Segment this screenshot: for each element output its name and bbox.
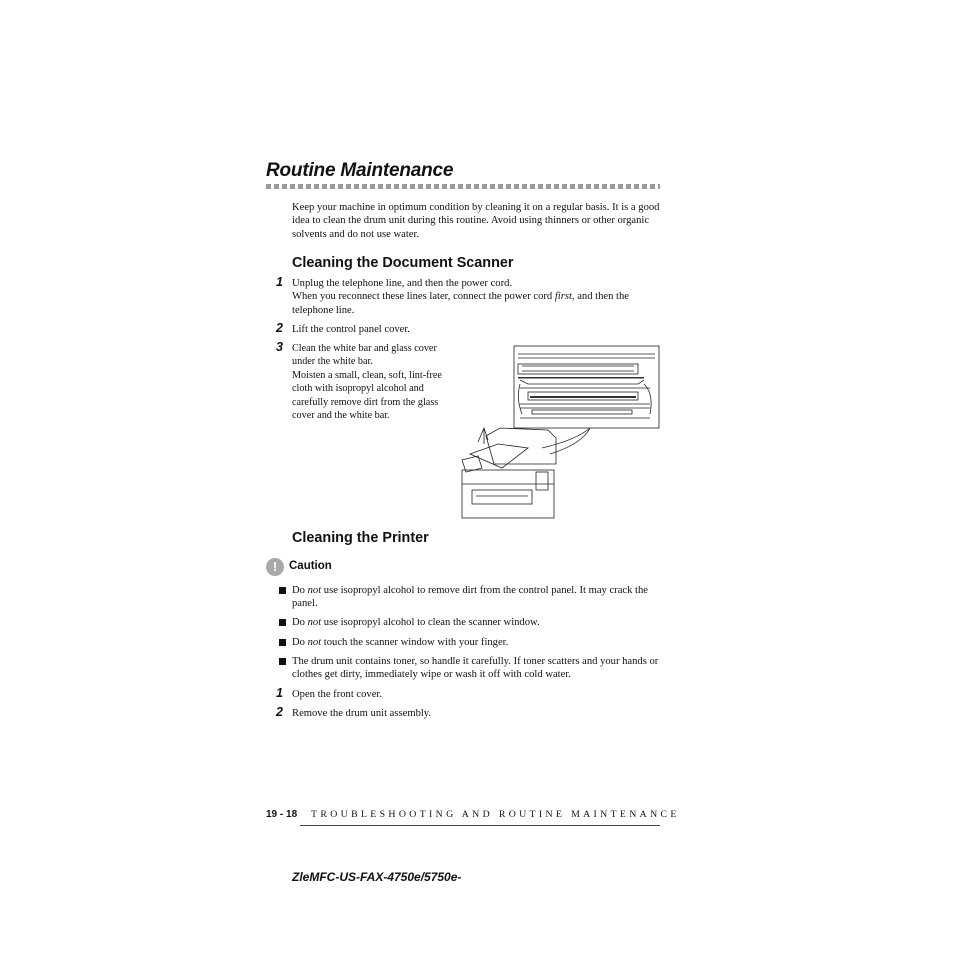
- page-title: Routine Maintenance: [266, 160, 454, 181]
- footer-rule: [300, 825, 660, 826]
- step-number: 1: [276, 275, 283, 289]
- page-number: 19 - 18: [266, 809, 298, 820]
- bullet-square-icon: [279, 619, 286, 626]
- step-text: Lift the control panel cover.: [292, 324, 410, 335]
- caution-item: Do not use isopropyl alcohol to remove dirt from the control panel. It may crack the panel.: [292, 585, 648, 610]
- step-text: [292, 342, 452, 422]
- step-number: 2: [276, 321, 283, 335]
- step-line: Unplug the telephone line, and then the power cord.: [292, 278, 513, 289]
- step-number: 3: [276, 340, 283, 354]
- step-text: Open the front cover.: [292, 689, 383, 700]
- chapter-title: TROUBLESHOOTING AND ROUTINE MAINTENANCE: [311, 809, 680, 820]
- step-line: When you reconnect these lines later, connect the power cord first, and then the telephone line.: [292, 291, 629, 316]
- step-number: 1: [276, 686, 283, 700]
- caution-item: The drum unit contains toner, so handle it carefully. If toner scatters and your hands or clothes get dirty, immediately wipe or wash it off with cold water.: [292, 656, 659, 681]
- caution-item: Do not use isopropyl alcohol to clean the scanner window.: [292, 617, 540, 628]
- intro-paragraph: Keep your machine in optimum condition by cleaning it on a regular basis. It is a good idea to clean the drum unit during this routine. Avoid using thinners or other organic solvents and do not use water.: [292, 202, 660, 240]
- caution-icon: !: [266, 558, 284, 576]
- step-text: [292, 277, 662, 317]
- section-heading-printer: Cleaning the Printer: [292, 530, 429, 546]
- step-line: Clean the white bar and glass cover under the white bar.: [292, 343, 437, 368]
- caution-label: Caution: [289, 560, 332, 572]
- scanner-cleaning-illustration: [458, 344, 663, 524]
- bullet-square-icon: [279, 587, 286, 594]
- caution-item: Do not touch the scanner window with your finger.: [292, 637, 509, 648]
- bullet-square-icon: [279, 639, 286, 646]
- step-text: Remove the drum unit assembly.: [292, 708, 432, 719]
- step-number: 2: [276, 705, 283, 719]
- document-id: ZleMFC-US-FAX-4750e/5750e-: [292, 870, 462, 884]
- section-heading-scanner: Cleaning the Document Scanner: [292, 255, 514, 271]
- step-line: Moisten a small, clean, soft, lint-free cloth with isopropyl alcohol and carefully remove dirt from the glass cover and the white bar.: [292, 369, 442, 422]
- bullet-square-icon: [279, 658, 286, 665]
- title-dotted-rule: [266, 184, 660, 189]
